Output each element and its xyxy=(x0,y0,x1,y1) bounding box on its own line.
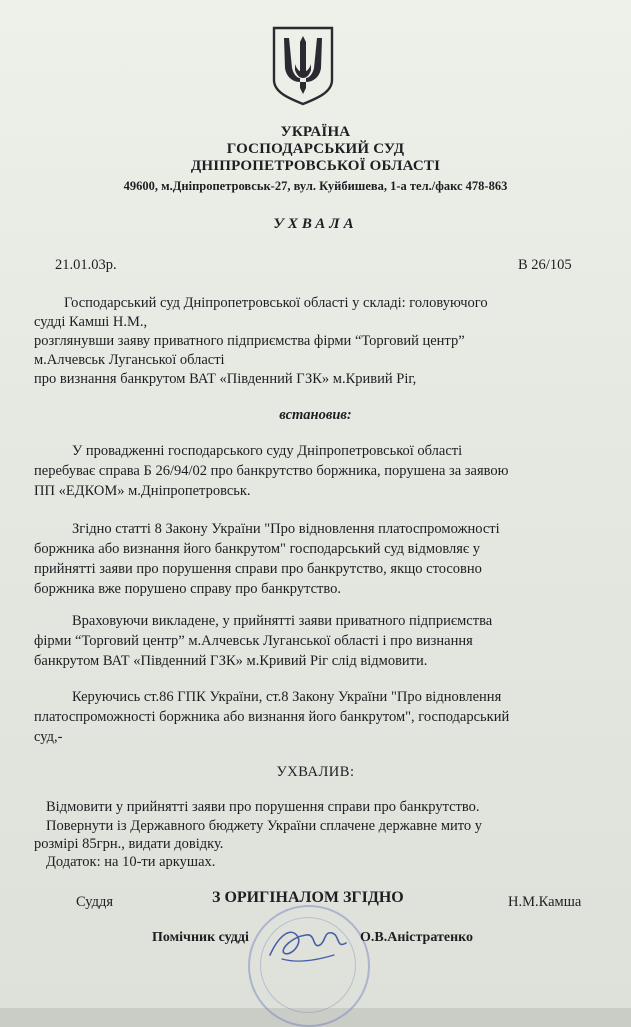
para3-line-3: банкрутом ВАТ «Південний ГЗК» м.Кривий Ріг слід відмовити. xyxy=(34,653,428,669)
header-country: УКРАЇНА xyxy=(280,124,351,140)
intro-line-5: про визнання банкрутом ВАТ «Південний ГЗК» м.Кривий Ріг, xyxy=(34,371,417,387)
ukraine-trident-emblem-icon xyxy=(270,24,336,106)
header-address: 49600, м.Дніпропетровськ-27, вул. Куйбишева, 1-а тел./факс 478-863 xyxy=(123,179,508,193)
para4-line-1: Керуючись ст.86 ГПК України, ст.8 Закону України "Про відновлення xyxy=(72,689,502,705)
para2-line-4: боржника вже порушено справу про банкрутство. xyxy=(34,581,341,597)
case-number: В 26/105 xyxy=(518,257,572,273)
certified-copy-stamp: З ОРИГІНАЛОМ ЗГІДНО xyxy=(212,889,404,906)
intro-line-2: судді Камші Н.М., xyxy=(34,314,148,330)
handwritten-signature xyxy=(262,915,352,975)
para1-line-2: перебуває справа Б 26/94/02 про банкрутство боржника, порушена за заявою xyxy=(34,463,509,479)
para4-line-2: платоспроможності боржника або визнання його банкрутом", господарський xyxy=(34,709,510,725)
document-title: УХВАЛА xyxy=(273,216,358,232)
decision-line-3: розмірі 85грн., видати довідку. xyxy=(34,836,224,852)
para3-line-2: фірми “Торговий центр” м.Алчевськ Луганської області і про визнання xyxy=(34,633,473,649)
document-date: 21.01.03р. xyxy=(55,257,117,273)
assistant-name: О.В.Аністратенко xyxy=(360,930,474,945)
header-court-line2: ДНІПРОПЕТРОВСЬКОЇ ОБЛАСТІ xyxy=(190,158,441,174)
decision-line-2: Повернути із Державного бюджету України сплачене державне мито у xyxy=(46,818,483,834)
assistant-role-label: Помічник судді xyxy=(152,930,249,945)
para1-line-3: ПП «ЕДКОМ» м.Дніпропетровськ. xyxy=(34,483,251,499)
header-court-line1: ГОСПОДАРСЬКИЙ СУД xyxy=(226,141,405,157)
decided-heading: УХВАЛИВ: xyxy=(276,764,355,780)
para1-line-1: У провадженні господарського суду Дніпропетровської області xyxy=(72,443,463,459)
para2-line-3: прийнятті заяви про порушення справи про банкрутство, якщо стосовно xyxy=(34,561,482,577)
intro-line-3: розглянувши заяву приватного підприємства фірми “Торговий центр” xyxy=(34,333,465,349)
para3-line-1: Враховуючи викладене, у прийнятті заяви приватного підприємства xyxy=(72,613,493,629)
para4-line-3: суд,- xyxy=(34,729,63,745)
decision-line-1: Відмовити у прийнятті заяви про порушення справи про банкрутство. xyxy=(46,799,480,815)
decision-line-4: Додаток: на 10-ти аркушах. xyxy=(46,854,216,870)
judge-role-label: Суддя xyxy=(76,894,114,910)
established-heading: встановив: xyxy=(279,407,352,423)
para2-line-1: Згідно статті 8 Закону України "Про відновлення платоспроможності xyxy=(72,521,500,537)
intro-line-4: м.Алчевськ Луганської області xyxy=(34,352,225,368)
judge-name: Н.М.Камша xyxy=(508,894,582,910)
intro-line-1: Господарський суд Дніпропетровської області у складі: головуючого xyxy=(64,295,488,311)
para2-line-2: боржника або визнання його банкрутом" господарський суд відмовляє у xyxy=(34,541,481,557)
